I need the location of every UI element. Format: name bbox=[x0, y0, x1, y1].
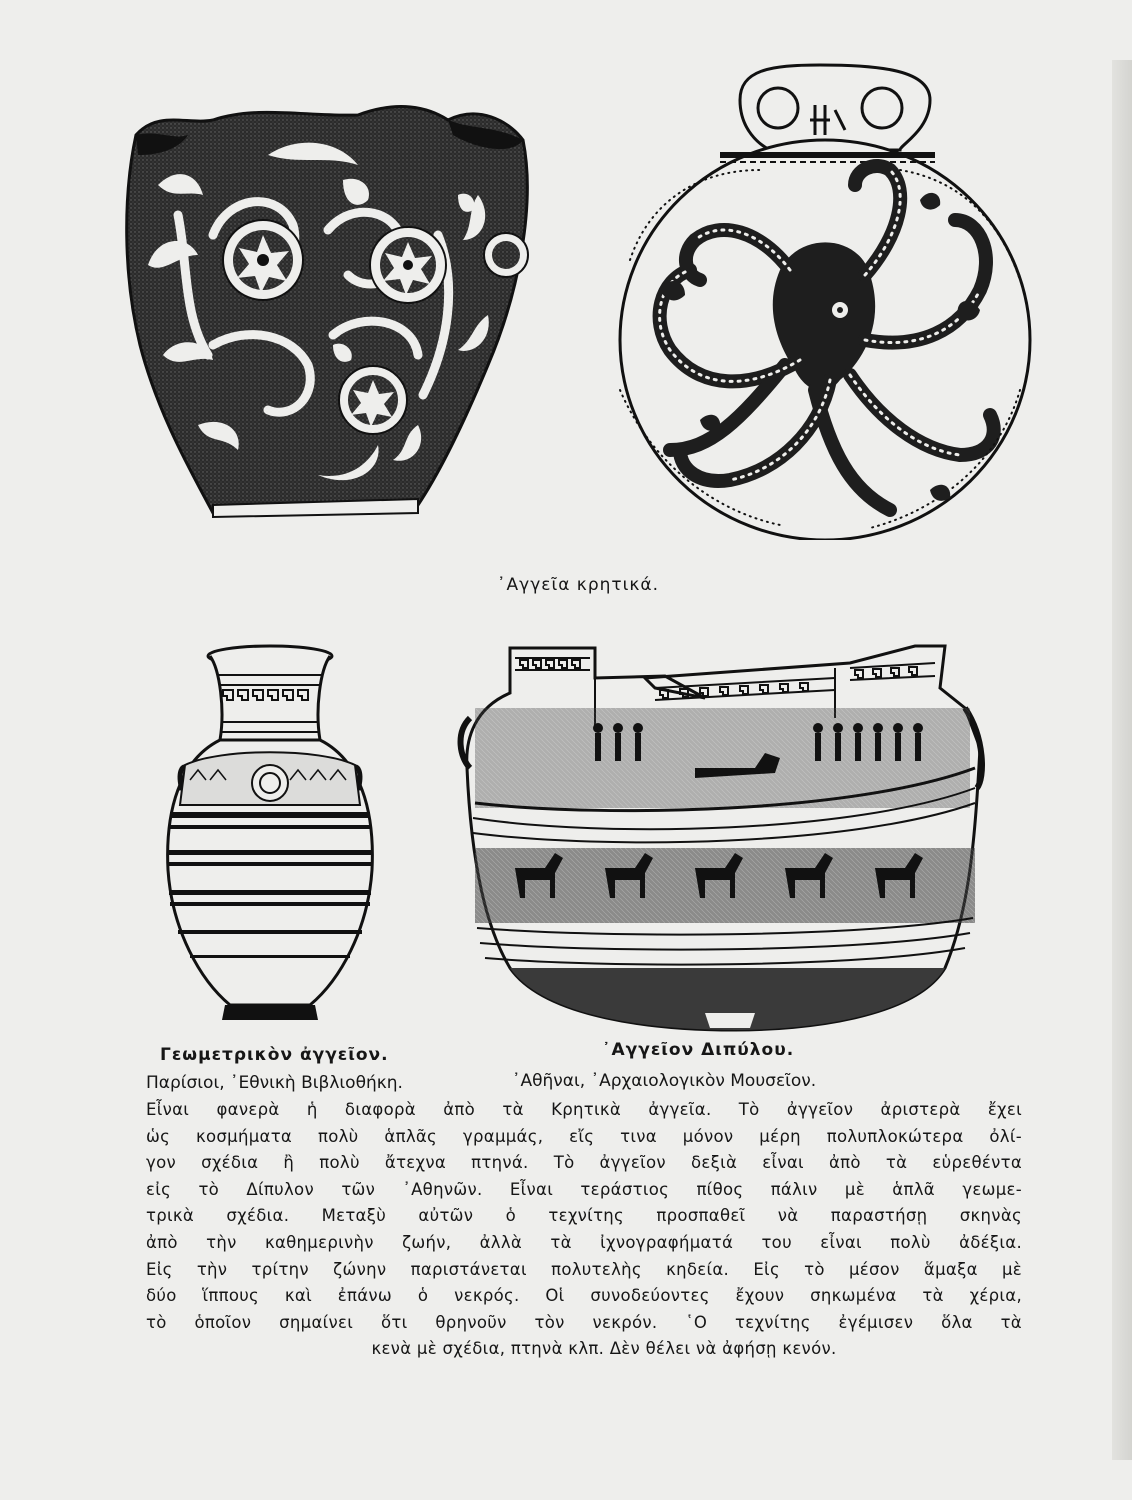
body-line: ὡς κοσμήματα πολὺ ἁπλᾶς γραμμάς, εἴς τινα μόνον μέρη πολυπλοκώτερα ὀλί- bbox=[146, 1126, 1022, 1146]
cretan-jar-drawing bbox=[118, 95, 538, 535]
body-paragraph bbox=[146, 1097, 1022, 1363]
geometric-amphora-drawing bbox=[160, 640, 380, 1030]
body-line-last: κενὰ μὲ σχέδια, πτηνὰ κλπ. Δὲν θέλει νὰ ἀφήσῃ κενόν. bbox=[371, 1339, 837, 1359]
dipylon-vessel-caption: ᾽Αγγεῖον Διπύλου. bbox=[602, 1040, 795, 1060]
page-edge-shadow bbox=[1112, 60, 1132, 1460]
body-line: εἰς τὸ Δίπυλον τῶν ᾽Αθηνῶν. Εἶναι τεράστιος πίθος πάλιν μὲ ἁπλᾶ γεωμε- bbox=[146, 1179, 1022, 1199]
body-line: δύο ἵππους καὶ ἐπάνω ὁ νεκρός. Οἱ συνοδεύοντες ἔχουν σηκωμένα τὰ χέρια, bbox=[146, 1286, 1022, 1306]
body-line: Εἶναι φανερὰ ἡ διαφορὰ ἀπὸ τὰ Κρητικὰ ἀγγεῖα. Τὸ ἀγγεῖον ἀριστερὰ ἔχει bbox=[146, 1100, 1022, 1119]
dipylon-vessel-location: ᾽Αθῆναι, ᾽Αρχαιολογικὸν Μουσεῖον. bbox=[512, 1071, 817, 1091]
body-line: γον σχέδια ἢ πολὺ ἄτεχνα πτηνά. Τὸ ἀγγεῖον δεξιὰ εἶναι ἀπὸ τὰ εὑρεθέντα bbox=[146, 1153, 1022, 1173]
geometric-vessel-location: Παρίσιοι, ᾽Εθνικὴ Βιβλιοθήκη. bbox=[146, 1073, 403, 1093]
geometric-amphora-illustration bbox=[160, 640, 380, 1030]
geometric-vessel-caption: Γεωμετρικὸν ἀγγεῖον. bbox=[160, 1045, 389, 1065]
body-line: τὸ ὁποῖον σημαίνει ὅτι θρηνοῦν τὸν νεκρόν. ῾Ο τεχνίτης ἐγέμισεν ὅλα τὰ bbox=[146, 1312, 1022, 1332]
body-line: τρικὰ σχέδια. Μεταξὺ αὐτῶν ὁ τεχνίτης προσπαθεῖ νὰ παραστήσῃ σκηνὰς bbox=[146, 1206, 1022, 1226]
body-line: ἀπὸ τὴν καθημερινὴν ζωήν, ἀλλὰ τὰ ἰχνογραφήματά του εἶναι πολὺ ἀδέξια. bbox=[146, 1232, 1022, 1252]
body-line: Εἰς τὴν τρίτην ζώνην παριστάνεται πολυτελὴς κηδεία. Εἰς τὸ μέσον ἅμαξα μὲ bbox=[146, 1259, 1022, 1279]
dipylon-krater-drawing bbox=[455, 638, 1000, 1033]
cretan-vessels-caption: ᾽Αγγεῖα κρητικά. bbox=[497, 575, 660, 595]
cretan-jar-illustration bbox=[118, 95, 538, 535]
octopus-flask-drawing bbox=[600, 60, 1040, 540]
octopus-flask-illustration bbox=[600, 60, 1040, 540]
dipylon-krater-illustration bbox=[455, 638, 1000, 1033]
